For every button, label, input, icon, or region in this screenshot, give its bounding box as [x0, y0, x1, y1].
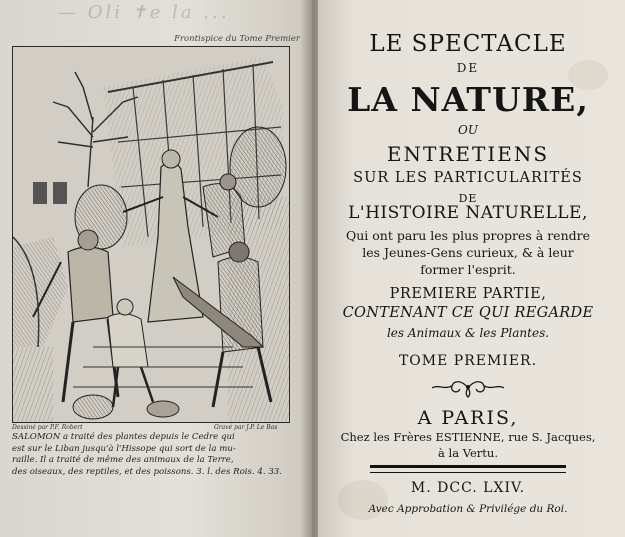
- title-line-1: LE SPECTACLE: [369, 31, 567, 57]
- frontispiece-heading: Frontispice du Tome Premier: [174, 34, 300, 44]
- frontispiece-page: [0, 0, 312, 537]
- volume-label: TOME PREMIER.: [398, 353, 538, 369]
- description-line-9: Qui ont paru les plus propres à rendre: [345, 228, 590, 243]
- part-heading: PREMIERE PARTIE,: [389, 286, 547, 302]
- fleuron-ornament-icon: [428, 378, 508, 398]
- description-line-10: les Jeunes-Gens curieux, & à leur: [362, 245, 574, 260]
- imprint-place: A PARIS,: [417, 407, 519, 429]
- draughtsman-credit: Dessiné par P.F. Robert: [12, 424, 83, 431]
- subtitle-line-8: L'HISTOIRE NATURELLE,: [348, 203, 588, 223]
- title-line-4: OU: [458, 123, 478, 137]
- subtitle-line-6: SUR LES PARTICULARITÉS: [353, 170, 583, 186]
- title-line-3: LA NATURE,: [347, 80, 589, 119]
- title-page: [318, 0, 625, 537]
- caption-line: SALOMON a traité des plantes depuis le Cedre qui: [12, 432, 235, 442]
- part-contents: CONTENANT CE QUI REGARDE: [342, 305, 594, 321]
- caption-line: des oiseaux, des reptiles, et des poissons. 3. l. des Rois. 4. 33.: [12, 466, 283, 477]
- privilege-notice: Avec Approbation & Privilége du Roi.: [368, 503, 568, 515]
- engraving-caption: [12, 432, 294, 478]
- double-rule-divider: [370, 465, 566, 473]
- engraving-illustration: [13, 47, 289, 422]
- subtitle-line-5: ENTRETIENS: [386, 142, 550, 166]
- handwritten-inscription: — Oli ✝e la ...: [58, 2, 230, 23]
- title-line-2: DE: [456, 61, 480, 75]
- part-topics: les Animaux & les Plantes.: [386, 326, 550, 340]
- imprint-date: M. DCC. LXIV.: [410, 480, 526, 496]
- imprint-sign: à la Vertu.: [438, 446, 498, 460]
- caption-line: raille. Il a traité de même des animaux de la Terre,: [12, 455, 234, 466]
- description-line-11: former l'esprit.: [420, 262, 516, 277]
- caption-line: est sur le Liban jusqu'à l'Hissope qui sort de la mu-: [12, 443, 236, 454]
- imprint-publisher: Chez les Frères ESTIENNE, rue S. Jacques,: [340, 430, 596, 444]
- engraver-credit: Gravé par J.P. Le Bas: [214, 424, 278, 431]
- engraving-plate: [12, 46, 290, 423]
- subtitle-line-7: DE: [458, 192, 478, 205]
